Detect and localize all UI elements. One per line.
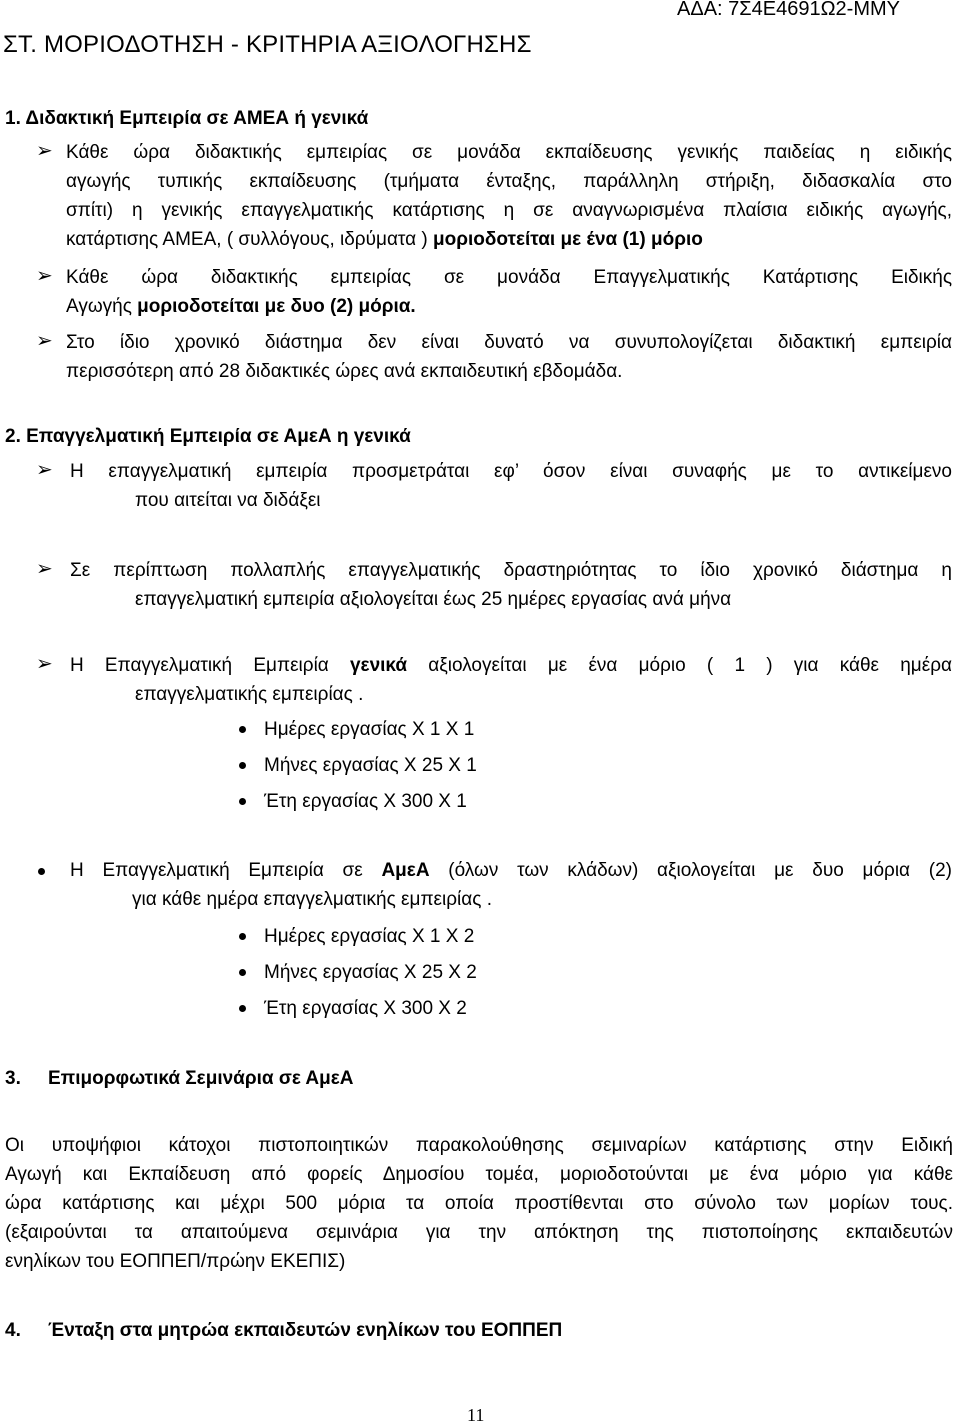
bullet-dot-icon <box>239 1005 246 1012</box>
bullet-dot-icon <box>239 933 246 940</box>
section-2-heading: 2. Επαγγελματική Εμπειρία σε ΑμεΑ η γενικά <box>5 426 411 447</box>
list-item: Έτη εργασίας Χ 300 Χ 2 <box>264 998 467 1019</box>
section-3-number: 3. <box>5 1068 21 1089</box>
arrow-bullet-icon: ➢ <box>36 653 53 675</box>
section-4-heading: Ένταξη στα μητρώα εκπαιδευτών ενηλίκων του ΕΟΠΠΕΠ <box>48 1320 563 1341</box>
list-item: Έτη εργασίας Χ 300 Χ 1 <box>264 791 467 812</box>
page-title: ΣΤ. ΜΟΡΙΟΔΟΤΗΣΗ - ΚΡΙΤΗΡΙΑ ΑΞΙΟΛΟΓΗΣΗΣ <box>3 31 532 58</box>
section-2-bullet-1: Η επαγγελματική εμπειρία προσμετράται εφ’ όσον είναι συναφής με το αντικείμενο που αιτείται να διδάξει <box>70 461 952 511</box>
section-3-heading: Επιμορφωτικά Σεμινάρια σε ΑμεΑ <box>48 1068 354 1089</box>
section-1-bullet-3: Στο ίδιο χρονικό διάστημα δεν είναι δυνατό να συνυπολογίζεται διδακτική εμπειρία περισσότερη από 28 διδακτικές ώρες ανά εκπαιδευτική εβδομάδα. <box>66 332 952 382</box>
list-item: Ημέρες εργασίας Χ 1 Χ 2 <box>264 926 475 947</box>
section-1-bullet-1: Κάθε ώρα διδακτικής εμπειρίας σε μονάδα εκπαίδευσης γενικής παιδείας η ειδικής αγωγής τυπικής εκπαίδευσης (τμήματα ένταξης, παράλληλη στήριξη, διδασκαλία στο σπίτι) η γενικής επαγγελματικής κατάρτισης η σε αναγνωρισμένα πλαίσια ειδικής αγωγής, κατάρτισης ΑΜΕΑ, ( συλλόγους, ιδρύματα ) μοριοδοτείται με ένα (1) μόριο <box>66 142 952 250</box>
section-1-bullet-2: Κάθε ώρα διδακτικής εμπειρίας σε μονάδα Επαγγελματικής Κατάρτισης Ειδικής Αγωγής μοριοδοτείται με δυο (2) μόρια. <box>66 267 952 317</box>
list-item: Μήνες εργασίας Χ 25 Χ 2 <box>264 962 477 983</box>
ada-code: ΑΔΑ: 7Σ4Ε4691Ω2-ΜΜΥ <box>677 0 900 20</box>
bullet-dot-icon <box>239 798 246 805</box>
section-2-bullet-3: Η Επαγγελματική Εμπειρία γενικά αξιολογείται με ένα μόριο ( 1 ) για κάθε ημέρα επαγγελματικής εμπειρίας . <box>70 655 952 705</box>
section-2-bullet-2: Σε περίπτωση πολλαπλής επαγγελματικής δραστηριότητας το ίδιο χρονικό διάστημα η επαγγελματική εμπειρία αξιολογείται έως 25 ημέρες εργασίας ανά μήνα <box>70 560 952 610</box>
bullet-dot-icon <box>38 868 45 875</box>
arrow-bullet-icon: ➢ <box>36 330 53 352</box>
section-2-bullet-4: Η Επαγγελματική Εμπειρία σε ΑμεΑ (όλων των κλάδων) αξιολογείται με δυο μόρια (2) για κάθε ημέρα επαγγελματικής εμπειρίας . <box>70 860 952 910</box>
section-1-heading: 1. Διδακτική Εμπειρία σε ΑΜΕΑ ή γενικά <box>5 108 369 129</box>
page-number: 11 <box>467 1405 485 1425</box>
arrow-bullet-icon: ➢ <box>36 459 53 481</box>
list-item: Ημέρες εργασίας Χ 1 Χ 1 <box>264 719 475 740</box>
list-item: Μήνες εργασίας Χ 25 Χ 1 <box>264 755 477 776</box>
bullet-dot-icon <box>239 726 246 733</box>
section-3-paragraph: Οι υποψήφιοι κάτοχοι πιστοποιητικών παρακολούθησης σεμιναρίων κατάρτισης στην Ειδική Αγωγή και Εκπαίδευση από φορείς Δημοσίου τομέα, μοριοδοτούνται με ένα μόριο για κάθε ώρα κατάρτισης και μέχρι 500 μόρια τα οποία προστίθενται στο σύνολο των μορίων τους. (εξαιρούνται τα απαιτούμενα σεμινάρια για την απόκτηση της πιστοποίησης εκπαιδευτών ενηλίκων του ΕΟΠΠΕΠ/πρώην ΕΚΕΠΙΣ) <box>5 1135 953 1272</box>
section-4-number: 4. <box>5 1320 21 1341</box>
arrow-bullet-icon: ➢ <box>36 140 53 162</box>
bullet-dot-icon <box>239 762 246 769</box>
bullet-dot-icon <box>239 969 246 976</box>
arrow-bullet-icon: ➢ <box>36 558 53 580</box>
arrow-bullet-icon: ➢ <box>36 265 53 287</box>
